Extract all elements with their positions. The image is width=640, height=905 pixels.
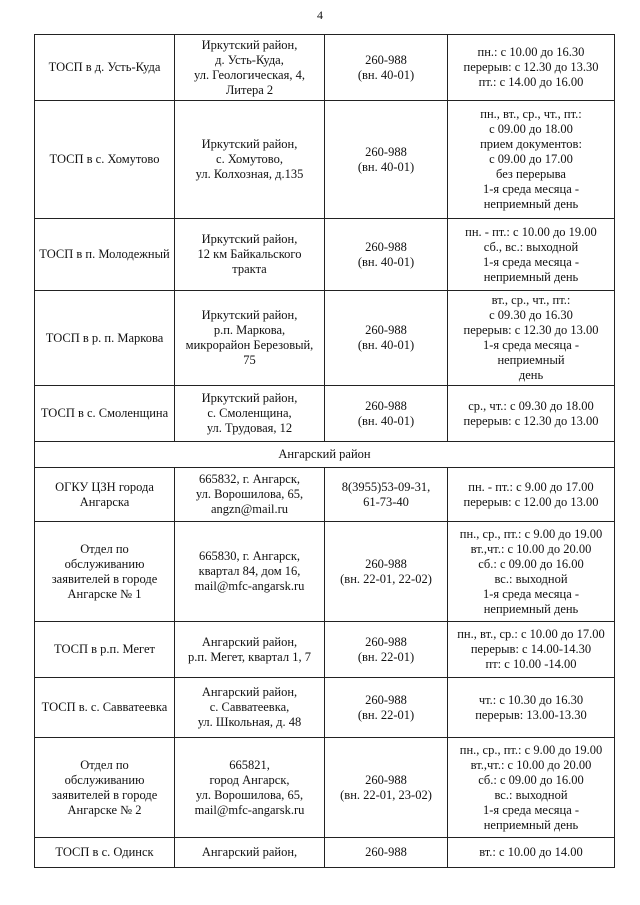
phone-cell: 260-988 (вн. 40-01) — [325, 219, 448, 291]
address-cell: Иркутский район, 12 км Байкальского тракта — [175, 219, 325, 291]
table-row — [35, 386, 615, 442]
address-cell: 665830, г. Ангарск, квартал 84, дом 16, mail@mfc-angarsk.ru — [175, 522, 325, 622]
table-row — [35, 219, 615, 291]
table-row — [35, 678, 615, 738]
hours-cell: пн., вт., ср.: с 10.00 до 17.00 перерыв: с 14.00-14.30 пт: с 10.00 -14.00 — [448, 622, 615, 678]
hours-cell: пн., ср., пт.: с 9.00 до 19.00 вт.,чт.: с 10.00 до 20.00 сб.: с 09.00 до 16.00 вс.: выходной 1-я среда месяца - неприемный день — [448, 738, 615, 838]
address-cell: Иркутский район, с. Хомутово, ул. Колхозная, д.135 — [175, 101, 325, 219]
section-title: Ангарский район — [35, 442, 615, 468]
hours-cell: пн., ср., пт.: с 9.00 до 19.00 вт.,чт.: с 10.00 до 20.00 сб.: с 09.00 до 16.00 вс.: выходной 1-я среда месяца - неприемный день — [448, 522, 615, 622]
table-row — [35, 622, 615, 678]
office-name-cell: Отдел по обслуживанию заявителей в городе Ангарске № 1 — [35, 522, 175, 622]
hours-cell: пн. - пт.: с 10.00 до 19.00 сб., вс.: выходной 1-я среда месяца - неприемный день — [448, 219, 615, 291]
hours-cell: пн. - пт.: с 9.00 до 17.00 перерыв: с 12.00 до 13.00 — [448, 468, 615, 522]
section-row — [35, 442, 615, 468]
office-name-cell: ТОСП в р.п. Мегет — [35, 622, 175, 678]
hours-cell: вт., ср., чт., пт.: с 09.30 до 16.30 перерыв: с 12.30 до 13.00 1-я среда месяца - неприемный день — [448, 291, 615, 386]
address-cell: Иркутский район, р.п. Маркова, микрорайон Березовый, 75 — [175, 291, 325, 386]
office-name-cell: ТОСП в д. Усть-Куда — [35, 35, 175, 101]
phone-cell: 260-988 (вн. 40-01) — [325, 291, 448, 386]
office-name-cell: ТОСП в с. Смоленщина — [35, 386, 175, 442]
service-points-table — [34, 34, 615, 868]
hours-cell: чт.: с 10.30 до 16.30 перерыв: 13.00-13.30 — [448, 678, 615, 738]
office-name-cell: ТОСП в п. Молодежный — [35, 219, 175, 291]
table-row — [35, 291, 615, 386]
address-cell: Иркутский район, с. Смоленщина, ул. Трудовая, 12 — [175, 386, 325, 442]
table-row — [35, 738, 615, 838]
phone-cell: 260-988 (вн. 22-01, 23-02) — [325, 738, 448, 838]
hours-cell: пн., вт., ср., чт., пт.: с 09.00 до 18.00 прием документов: с 09.00 до 17.00 без перерыва 1-я среда месяца - неприемный день — [448, 101, 615, 219]
phone-cell: 260-988 (вн. 40-01) — [325, 35, 448, 101]
hours-cell: вт.: с 10.00 до 14.00 — [448, 838, 615, 868]
office-name-cell: ОГКУ ЦЗН города Ангарска — [35, 468, 175, 522]
office-name-cell: ТОСП в р. п. Маркова — [35, 291, 175, 386]
phone-cell: 8(3955)53-09-31, 61-73-40 — [325, 468, 448, 522]
table-row — [35, 838, 615, 868]
phone-cell: 260-988 (вн. 40-01) — [325, 101, 448, 219]
table-row — [35, 101, 615, 219]
office-name-cell: ТОСП в с. Хомутово — [35, 101, 175, 219]
table-row — [35, 35, 615, 101]
table-row — [35, 468, 615, 522]
address-cell: Ангарский район, р.п. Мегет, квартал 1, 7 — [175, 622, 325, 678]
address-cell: Иркутский район, д. Усть-Куда, ул. Геологическая, 4, Литера 2 — [175, 35, 325, 101]
address-cell: Ангарский район, с. Савватеевка, ул. Школьная, д. 48 — [175, 678, 325, 738]
table-row — [35, 522, 615, 622]
address-cell: 665821, город Ангарск, ул. Ворошилова, 65, mail@mfc-angarsk.ru — [175, 738, 325, 838]
hours-cell: пн.: с 10.00 до 16.30 перерыв: с 12.30 до 13.30 пт.: с 14.00 до 16.00 — [448, 35, 615, 101]
page-number: 4 — [317, 8, 323, 22]
address-cell: Ангарский район, — [175, 838, 325, 868]
office-name-cell: ТОСП в с. Одинск — [35, 838, 175, 868]
office-name-cell: ТОСП в. с. Савватеевка — [35, 678, 175, 738]
phone-cell: 260-988 (вн. 22-01) — [325, 622, 448, 678]
phone-cell: 260-988 — [325, 838, 448, 868]
phone-cell: 260-988 (вн. 22-01) — [325, 678, 448, 738]
phone-cell: 260-988 (вн. 40-01) — [325, 386, 448, 442]
phone-cell: 260-988 (вн. 22-01, 22-02) — [325, 522, 448, 622]
address-cell: 665832, г. Ангарск, ул. Ворошилова, 65, angzn@mail.ru — [175, 468, 325, 522]
hours-cell: ср., чт.: с 09.30 до 18.00 перерыв: с 12.30 до 13.00 — [448, 386, 615, 442]
office-name-cell: Отдел по обслуживанию заявителей в городе Ангарске № 2 — [35, 738, 175, 838]
